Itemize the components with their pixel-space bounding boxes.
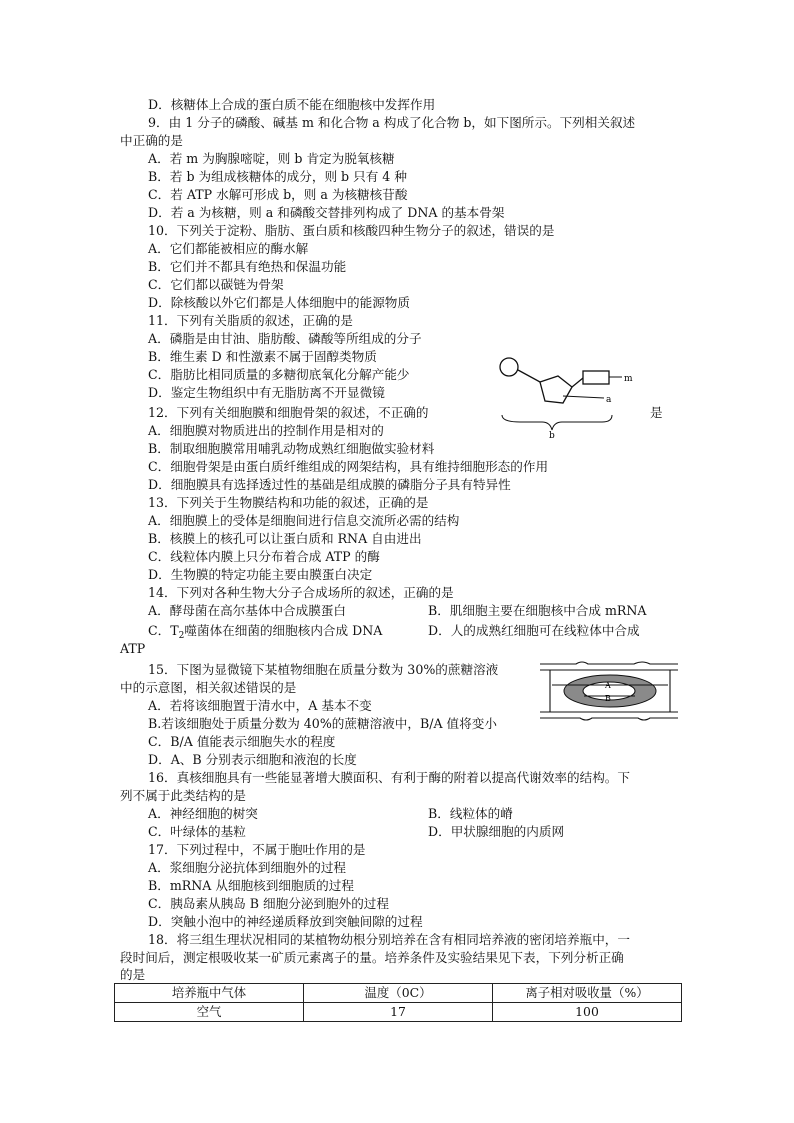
q14-option-c-post: 噬菌体在细菌的细胞核内合成 DNA [184,623,383,638]
q14-option-c [148,622,382,645]
q18-stem-line3: 的是 [120,967,146,982]
q12-option-d: D．细胞膜具有选择透过性的基础是组成膜的磷脂分子具有特异性 [148,477,511,492]
table-cell: 100 [493,1003,682,1022]
table-header-cell: 培养瓶中气体 [115,984,304,1003]
label-a-line [563,396,604,398]
q12-stem-end: 是 [650,405,663,420]
q15-stem-line2: 中的示意图，相关叙述错误的是 [120,680,297,695]
q17-option-b: B．mRNA 从细胞核到细胞质的过程 [148,878,354,893]
q10-option-a: A．它们都能被相应的酶水解 [148,241,309,256]
q18-table [114,983,682,1022]
plasmolysis-cell-diagram [538,656,680,726]
q9-option-d: D．若 a 为核糖，则 a 和磷酸交替排列构成了 DNA 的基本骨架 [148,205,505,220]
q18-stem-line2: 段时间后，测定根吸收某一矿质元素离子的量。培养条件及实验结果见下表，下列分析正确 [120,950,624,965]
q12-option-b: B．制取细胞膜常用哺乳动物成熟红细胞做实验材料 [148,441,435,456]
q16-option-c: C．叶绿体的基粒 [148,824,246,839]
q16-option-d: D．甲状腺细胞的内质网 [428,824,565,839]
q15-stem-line1: 15．下图为显微镜下某植物细胞在质量分数为 30%的蔗糖溶液 [148,662,499,677]
q10-option-d: D．除核酸以外它们都是人体细胞中的能源物质 [148,295,410,310]
q14-option-c-sub: 2 [178,631,185,641]
q13-stem: 13．下列关于生物膜结构和功能的叙述，正确的是 [148,495,429,510]
q17-option-c: C．胰岛素从胰岛 B 细胞分泌到胞外的过程 [148,896,389,911]
q16-stem-line2: 列不属于此类结构的是 [120,788,246,803]
q9-stem-line1: 9．由 1 分子的磷酸、碱基 m 和化合物 a 构成了化合物 b，如下图所示。下列相关叙述 [148,115,636,130]
q12-stem: 12．下列有关细胞膜和细胞骨架的叙述，不正确的 [148,405,429,420]
label-A: A [605,681,611,690]
table-header-cell: 温度（0C） [304,984,493,1003]
base-bond [572,378,583,387]
q14-stem: 14．下列对各种生物大分子合成场所的叙述，正确的是 [148,585,454,600]
q11-option-d: D．鉴定生物组织中有无脂肪离不开显微镜 [148,385,385,400]
table-row [115,1003,682,1022]
table-header-cell: 离子相对吸收量（%） [493,984,682,1003]
brace-b [502,415,612,430]
pentose-ring [540,376,572,403]
q18-stem-line1: 18．将三组生理状况相同的某植物幼根分别培养在含有相同培养液的密闭培养瓶中，一 [148,932,630,947]
q16-option-a: A．神经细胞的树突 [148,806,258,821]
q10-option-c: C．它们都以碳链为骨架 [148,277,284,292]
q11-stem: 11．下列有关脂质的叙述，正确的是 [148,313,353,328]
q15-option-d: D．A、B 分别表示细胞和液泡的长度 [148,752,357,767]
q13-option-b: B．核膜上的核孔可以让蛋白质和 RNA 自由进出 [148,531,422,546]
q13-option-c: C．线粒体内膜上只分布着合成 ATP 的酶 [148,549,380,564]
label-a: a [606,395,612,405]
label-b: b [549,431,555,438]
q16-stem-line1: 16．真核细胞具有一些能显著增大膜面积、有利于酶的附着以提高代谢效率的结构。下 [148,770,630,785]
q14-option-c-pre: C．T [148,623,179,638]
q14-option-b: B．肌细胞主要在细胞核中合成 mRNA [428,603,647,618]
q17-option-a: A．浆细胞分泌抗体到细胞外的过程 [148,860,347,875]
q14-option-d-cont: ATP [120,641,146,656]
q14-option-d: D．人的成熟红细胞可在线粒体中合成 [428,623,640,638]
q9-option-b: B．若 b 为组成核糖体的成分，则 b 只有 4 种 [148,169,407,184]
table-cell: 空气 [115,1003,304,1022]
q17-option-d: D．突触小泡中的神经递质释放到突触间隙的过程 [148,914,423,929]
q10-option-b: B．它们并不都具有绝热和保温功能 [148,259,347,274]
q11-option-b: B．维生素 D 和性激素不属于固醇类物质 [148,349,377,364]
cell-wall-top-outer [540,662,678,664]
q11-option-a: A．磷脂是由甘油、脂肪酸、磷酸等所组成的分子 [148,331,422,346]
q15-option-b: B.若该细胞处于质量分数为 40%的蔗糖溶液中，B/A 值将变小 [148,716,497,731]
q11-option-c: C．脂肪比相同质量的多糖彻底氧化分解产能少 [148,367,410,382]
q13-option-d: D．生物膜的特定功能主要由膜蛋白决定 [148,567,373,582]
base-box [583,371,609,384]
q10-stem: 10．下列关于淀粉、脂肪、蛋白质和核酸四种生物分子的叙述，错误的是 [148,223,555,238]
q14-option-a: A．酵母菌在高尔基体中合成膜蛋白 [148,603,347,618]
q15-option-a: A．若将该细胞置于清水中，A 基本不变 [148,698,372,713]
q12-option-a: A．细胞膜对物质进出的控制作用是相对的 [148,423,384,438]
phosphate-circle [500,358,518,376]
q9-option-c: C．若 ATP 水解可形成 b，则 a 为核糖核苷酸 [148,187,408,202]
q13-option-a: A．细胞膜上的受体是细胞间进行信息交流所必需的结构 [148,513,460,528]
table-header-row [115,984,682,1003]
q9-stem-line2: 中正确的是 [120,133,183,148]
q17-stem: 17．下列过程中，不属于胞吐作用的是 [148,842,366,857]
q16-option-b: B．线粒体的嵴 [428,806,513,821]
nucleotide-diagram [490,350,660,438]
q9-option-a: A．若 m 为胸腺嘧啶，则 b 肯定为脱氧核糖 [148,151,395,166]
q12-option-c: C．细胞骨架是由蛋白质纤维组成的网架结构，具有维持细胞形态的作用 [148,459,549,474]
q15-option-c: C．B/A 值能表示细胞失水的程度 [148,734,336,749]
table-cell: 17 [304,1003,493,1022]
label-B: B [605,694,611,703]
cell-wall-bottom-outer [540,718,678,720]
q8-option-d: D．核糖体上合成的蛋白质不能在细胞核中发挥作用 [148,97,436,112]
label-m: m [624,374,633,384]
phosphate-bond [518,370,540,382]
